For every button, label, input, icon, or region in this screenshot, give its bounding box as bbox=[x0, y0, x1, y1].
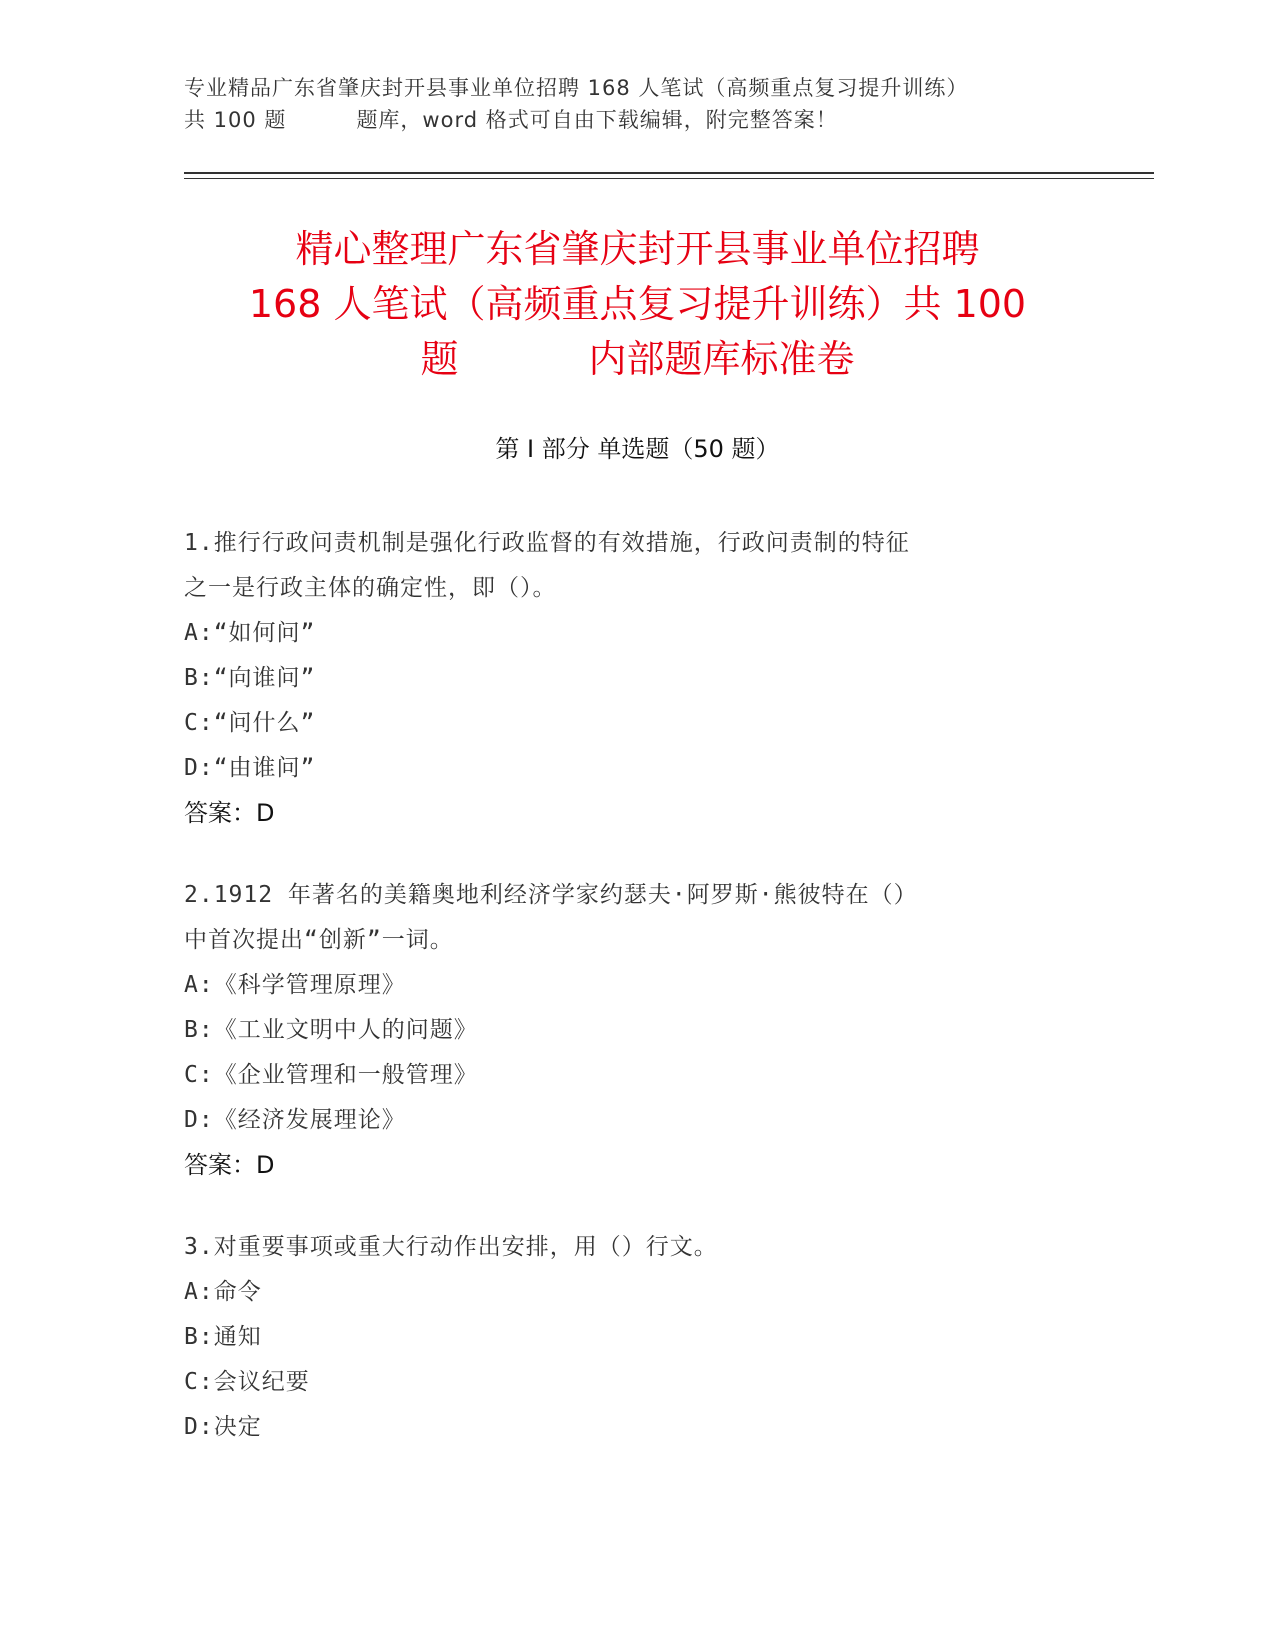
option-b: B:“向谁问” bbox=[184, 665, 316, 691]
question-list bbox=[184, 521, 1084, 1487]
header-description: 题库，word 格式可自由下载编辑，附完整答案！ bbox=[356, 108, 838, 132]
option-c: C:会议纪要 bbox=[184, 1369, 310, 1395]
question-stem-line: 之一是行政主体的确定性，即（）。 bbox=[184, 575, 557, 601]
option-b: B:通知 bbox=[184, 1324, 262, 1350]
title-line-1: 精心整理广东省肇庆封开县事业单位招聘 bbox=[295, 227, 980, 271]
question-stem-line: 2.1912 年著名的美籍奥地利经济学家约瑟夫·阿罗斯·熊彼特在（） bbox=[184, 882, 918, 908]
question-stem-line: 中首次提出“创新”一词。 bbox=[184, 927, 454, 953]
answer: 答案：D bbox=[184, 1151, 275, 1179]
option-d: D:“由谁问” bbox=[184, 755, 316, 781]
question-3 bbox=[184, 1225, 1084, 1450]
option-d: D:决定 bbox=[184, 1414, 262, 1440]
title-line-2: 168 人笔试（高频重点复习提升训练）共 100 bbox=[248, 282, 1027, 326]
section-heading: 第 I 部分 单选题（50 题） bbox=[495, 435, 780, 463]
option-a: A:“如何问” bbox=[184, 620, 316, 646]
header-line-2 bbox=[184, 104, 1084, 136]
option-b: B:《工业文明中人的问题》 bbox=[184, 1017, 478, 1043]
question-2 bbox=[184, 873, 1084, 1188]
document-title bbox=[150, 222, 1125, 387]
question-stem-line: 1.推行行政问责机制是强化行政监督的有效措施，行政问责制的特征 bbox=[184, 530, 910, 556]
option-a: A:《科学管理原理》 bbox=[184, 972, 406, 998]
header-question-count: 共 100 题 bbox=[184, 108, 287, 132]
option-c: C:《企业管理和一般管理》 bbox=[184, 1062, 478, 1088]
header-divider-thick bbox=[184, 172, 1154, 174]
header-line-1: 专业精品广东省肇庆封开县事业单位招聘 168 人笔试（高频重点复习提升训练） bbox=[184, 76, 969, 100]
option-a: A:命令 bbox=[184, 1279, 262, 1305]
title-line-3-start: 题 bbox=[420, 337, 459, 381]
option-d: D:《经济发展理论》 bbox=[184, 1107, 406, 1133]
option-c: C:“问什么” bbox=[184, 710, 316, 736]
title-line-3 bbox=[150, 332, 1125, 387]
title-line-3-end: 内部题库标准卷 bbox=[588, 337, 855, 381]
question-stem-line: 3.对重要事项或重大行动作出安排，用（）行文。 bbox=[184, 1234, 718, 1260]
question-1 bbox=[184, 521, 1084, 836]
answer: 答案：D bbox=[184, 799, 275, 827]
header-divider-thin bbox=[184, 178, 1154, 179]
page-header bbox=[184, 72, 1084, 136]
